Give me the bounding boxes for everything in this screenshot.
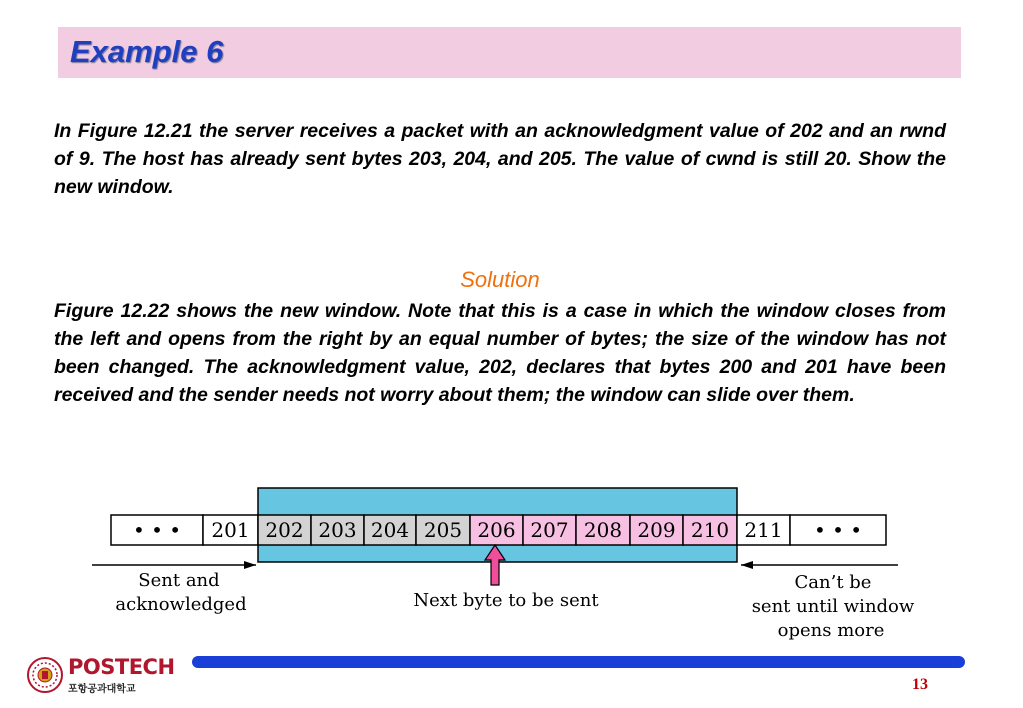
solution-heading: Solution — [460, 267, 540, 292]
label-next-byte: Next byte to be sent — [413, 590, 599, 611]
page-number: 13 — [912, 676, 928, 693]
label-cant-line2: sent until window — [751, 596, 915, 617]
byte-cell-label: 202 — [265, 518, 304, 542]
byte-cell-label: 209 — [637, 518, 676, 542]
byte-cell-label: 210 — [690, 518, 730, 542]
byte-cells — [111, 515, 886, 545]
postech-emblem-icon — [26, 656, 64, 694]
byte-cell-label: 201 — [211, 518, 250, 542]
byte-cell-label: 208 — [583, 518, 623, 542]
solution-paragraph: Figure 12.22 shows the new window. Note that this is a case in which the window closes from the left and opens from the right by an equal number of bytes; the size of the window has not been changed. The acknowledgment value, 202, declares that bytes 200 and 201 have been received and the sender needs not worry about them; the window can slide over them. — [54, 300, 946, 406]
byte-cell-label: • • • — [813, 518, 863, 542]
byte-cell-label: 211 — [744, 518, 783, 542]
byte-cell-label: 205 — [423, 518, 463, 542]
byte-cell-label: 204 — [370, 518, 410, 542]
byte-cell-label: 207 — [530, 518, 569, 542]
sent-arrow-head — [244, 561, 256, 569]
label-cant-line1: Can’t be — [794, 572, 872, 593]
logo-subtitle: 포항공과대학교 — [68, 684, 136, 695]
byte-cell-label: 206 — [477, 518, 516, 542]
slide-title: Example 6 — [70, 34, 224, 69]
footer-bar — [192, 656, 965, 668]
label-cant-line3: opens more — [777, 620, 885, 641]
byte-cell-label: 203 — [318, 518, 357, 542]
label-sent-line2: acknowledged — [115, 594, 247, 615]
logo-name: POSTECH — [68, 655, 175, 679]
postech-logo — [26, 655, 176, 697]
byte-cell-label: • • • — [132, 518, 182, 542]
cant-arrow-head — [741, 561, 753, 569]
intro-paragraph: In Figure 12.21 the server receives a packet with an acknowledgment value of 202 and an rwnd of 9. The host has already sent bytes 203, 204, and 205. The value of cwnd is still 20. Show the new window. — [54, 120, 946, 198]
label-sent-line1: Sent and — [138, 570, 220, 591]
